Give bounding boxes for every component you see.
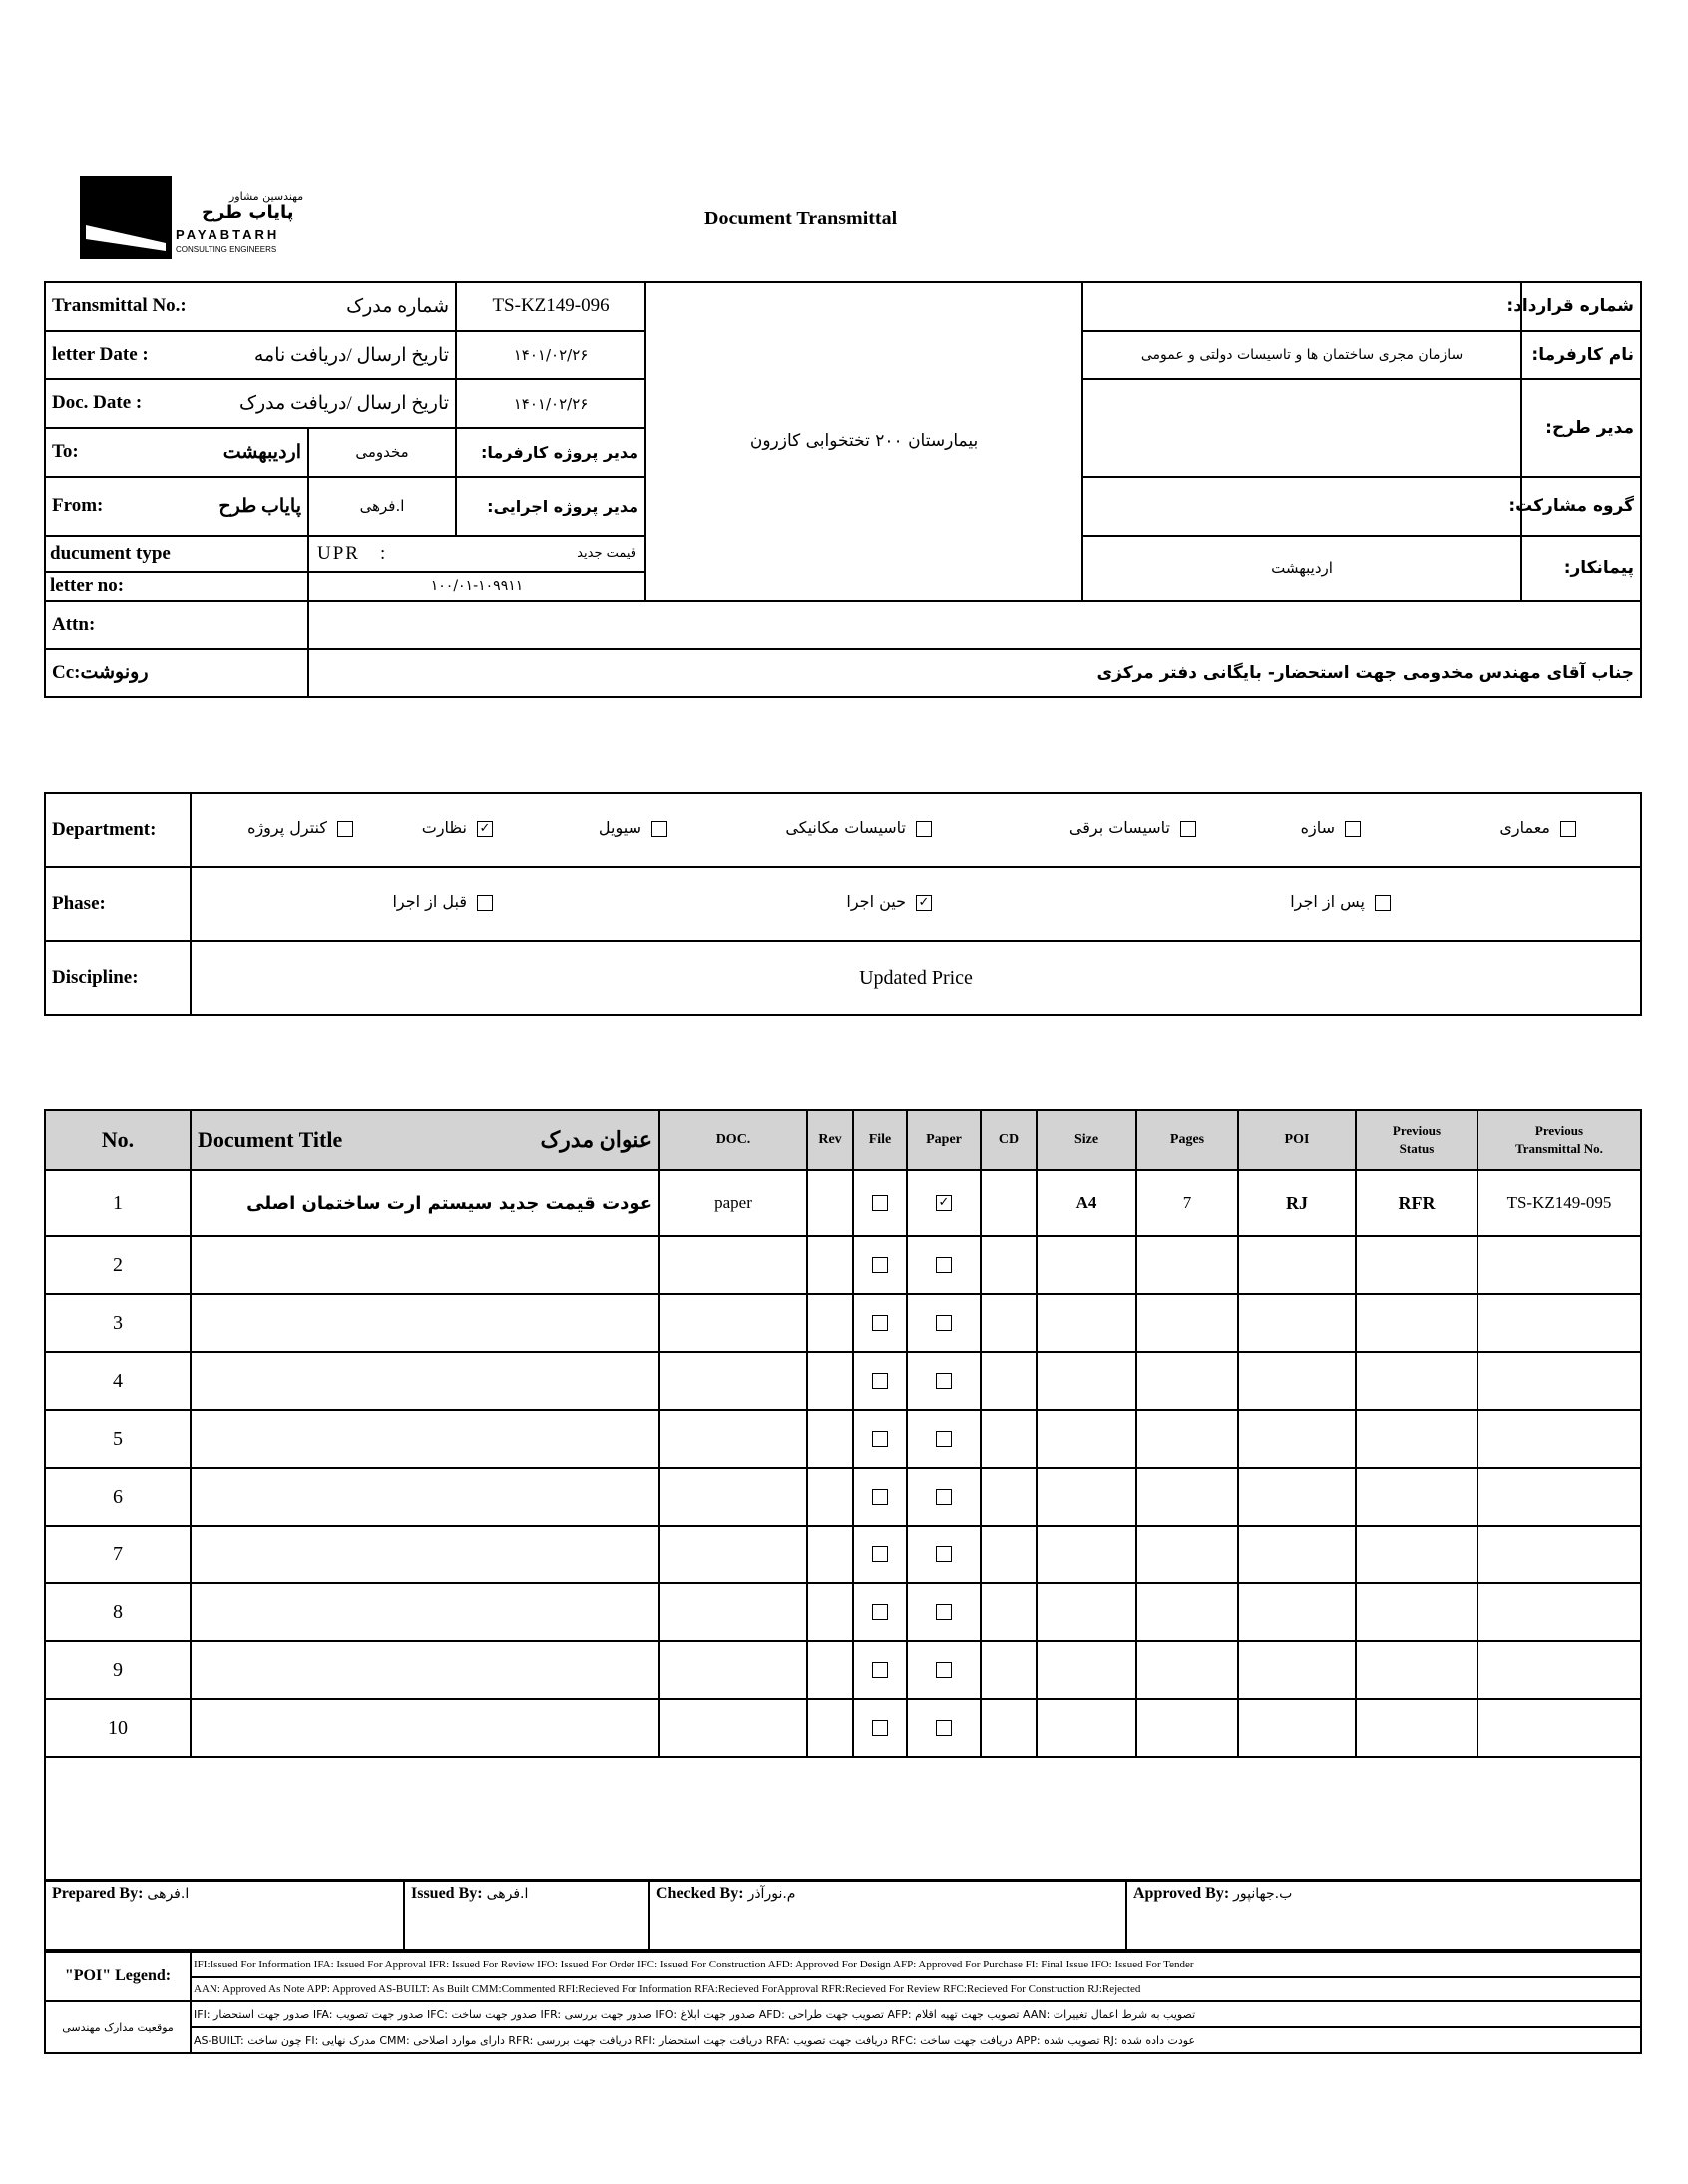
checkbox-icon[interactable] <box>1375 895 1391 911</box>
cell-prev-trans <box>1477 1352 1641 1410</box>
cell-file <box>853 1294 907 1352</box>
prepared-by-label: Prepared By: <box>52 1885 144 1902</box>
cell-cd <box>981 1410 1037 1468</box>
col-header-paper: Paper <box>907 1110 981 1170</box>
letter-date-fa-label: تاریخ ارسال /دریافت نامه <box>253 344 450 366</box>
to-label: To: <box>52 440 79 462</box>
cell-poi <box>1238 1583 1356 1641</box>
cell-no: 5 <box>45 1410 191 1468</box>
cell-prev-status <box>1356 1583 1477 1641</box>
cell-poi <box>1238 1468 1356 1526</box>
to-cell <box>45 428 308 477</box>
table-row <box>45 1468 1641 1526</box>
checkbox-icon[interactable] <box>337 821 353 837</box>
cell-doc <box>659 1641 807 1699</box>
col-header-prev-status-2: Status <box>1399 1141 1435 1156</box>
cell-doc <box>659 1468 807 1526</box>
department-option[interactable] <box>422 818 493 837</box>
cell-poi <box>1238 1352 1356 1410</box>
checked-by-cell <box>649 1880 1126 1950</box>
department-option-label: معماری <box>1499 818 1550 837</box>
logo-company-sub: CONSULTING ENGINEERS <box>176 245 277 254</box>
cell-title <box>191 1641 659 1699</box>
legend-table <box>44 1951 1642 2054</box>
prepared-by-cell <box>45 1880 404 1950</box>
checkbox-icon[interactable] <box>1345 821 1361 837</box>
doc-type-fa: قیمت جدید <box>577 545 637 561</box>
cell-prev-status <box>1356 1236 1477 1294</box>
cell-prev-trans <box>1477 1526 1641 1583</box>
department-option[interactable] <box>1069 818 1196 837</box>
cell-rev <box>807 1468 853 1526</box>
approved-by-value: ب.جهانپور <box>1233 1886 1293 1902</box>
documents-table <box>44 1109 1642 1882</box>
department-option-label: تاسیسات مکانیکی <box>785 818 906 837</box>
cell-no: 4 <box>45 1352 191 1410</box>
department-option-label: نظارت <box>421 818 467 837</box>
cell-cd <box>981 1170 1037 1236</box>
cell-doc <box>659 1236 807 1294</box>
cell-no: 1 <box>45 1170 191 1236</box>
from-value: پایاب طرح <box>218 495 301 517</box>
transmittal-no-cell <box>45 282 456 331</box>
checkbox-icon[interactable]: ✓ <box>916 895 932 911</box>
checkbox-icon[interactable] <box>936 1604 952 1620</box>
checked-by-value: م.نورآذر <box>747 1886 796 1902</box>
col-header-title-fa: عنوان مدرک <box>540 1127 652 1152</box>
partnership-value <box>1082 477 1521 536</box>
legend-line-2: AAN: Approved As Note APP: Approved AS-BUILT: As Built CMM:Commented RFI:Recieved For Information RFA:Recieved ForApproval RFR:Recieved For Review RFC:Recieved For Construction RJ:Rejected <box>191 1977 1641 2001</box>
project-name: بیمارستان ۲۰۰ تختخوابی کازرون <box>645 282 1082 601</box>
cell-prev-status <box>1356 1699 1477 1757</box>
cc-label: Cc:رونوشت <box>45 649 308 697</box>
cell-poi <box>1238 1641 1356 1699</box>
table-row <box>45 1410 1641 1468</box>
cell-prev-status <box>1356 1641 1477 1699</box>
cell-cd <box>981 1468 1037 1526</box>
letter-date-label: letter Date : <box>52 343 149 365</box>
cell-pages <box>1136 1294 1238 1352</box>
to-role-label: مدیر پروژه کارفرما: <box>456 428 645 477</box>
cell-paper <box>907 1410 981 1468</box>
cell-file <box>853 1410 907 1468</box>
design-manager-value <box>1082 379 1521 476</box>
department-option[interactable] <box>599 818 667 837</box>
table-row <box>45 1583 1641 1641</box>
to-value: اردیبهشت <box>222 441 301 463</box>
legend-fa-line-1: IFI: صدور جهت استحضار IFA: صدور جهت تصویب IFC: صدور جهت ساخت IFR: صدور جهت بررسی IFO: صدور جهت ابلاغ AFD: تصویب جهت طراحی AFP: تصویب جهت تهیه اقلام AAN: تصویب به شرط اعمال تغییرات <box>191 2001 1641 2027</box>
table-row <box>45 1641 1641 1699</box>
cell-no: 7 <box>45 1526 191 1583</box>
cell-rev <box>807 1699 853 1757</box>
checkbox-icon[interactable]: ✓ <box>936 1195 952 1211</box>
logo-company-en: PAYABTARH <box>176 227 280 242</box>
phase-option-label: پس از اجرا <box>1290 892 1365 911</box>
cell-prev-status <box>1356 1352 1477 1410</box>
col-header-poi: POI <box>1238 1110 1356 1170</box>
doc-type-colon: : <box>379 542 386 564</box>
legend-label: "POI" Legend: <box>45 1952 191 2001</box>
checkbox-icon[interactable] <box>1180 821 1196 837</box>
cell-size <box>1037 1468 1136 1526</box>
table-row <box>45 1236 1641 1294</box>
cell-file <box>853 1352 907 1410</box>
letter-date-value: ۱۴۰۱/۰۲/۲۶ <box>456 331 645 380</box>
logo-mark-icon <box>80 176 172 259</box>
header-table <box>44 281 1642 698</box>
from-cell <box>45 477 308 536</box>
cell-file <box>853 1641 907 1699</box>
cell-paper <box>907 1526 981 1583</box>
cell-size <box>1037 1641 1136 1699</box>
checkbox-icon[interactable] <box>872 1720 888 1736</box>
attn-value <box>308 601 1641 650</box>
cell-cd <box>981 1641 1037 1699</box>
cell-poi <box>1238 1526 1356 1583</box>
classification-table <box>44 792 1642 1016</box>
cell-poi <box>1238 1294 1356 1352</box>
cell-prev-trans: TS-KZ149-095 <box>1477 1170 1641 1236</box>
cell-title <box>191 1699 659 1757</box>
cell-rev <box>807 1410 853 1468</box>
cell-file <box>853 1699 907 1757</box>
page-title: Document Transmittal <box>704 208 898 229</box>
cell-size <box>1037 1583 1136 1641</box>
cell-title <box>191 1294 659 1352</box>
cell-title <box>191 1526 659 1583</box>
cell-title <box>191 1410 659 1468</box>
cell-pages <box>1136 1410 1238 1468</box>
cell-title <box>191 1583 659 1641</box>
legend-line-1: IFI:Issued For Information IFA: Issued For Approval IFR: Issued For Review IFO: Issued For Order IFC: Issued For Construction AFD: Approved For Design AFP: Approved For Purchase FI: Final Issue IFO: Issued For Tender <box>191 1952 1641 1977</box>
phase-option-label: قبل از اجرا <box>392 892 467 911</box>
cell-no: 3 <box>45 1294 191 1352</box>
letter-no-label: letter no: <box>50 574 125 596</box>
cell-cd <box>981 1699 1037 1757</box>
cell-doc <box>659 1352 807 1410</box>
to-person: مخدومی <box>308 428 456 477</box>
checkbox-icon[interactable] <box>872 1662 888 1678</box>
design-manager-label: مدیر طرح: <box>1521 379 1641 476</box>
cell-paper <box>907 1641 981 1699</box>
checkbox-icon[interactable] <box>477 895 493 911</box>
doc-type-label: ducument type <box>46 537 307 573</box>
checkbox-icon[interactable] <box>936 1315 952 1331</box>
cell-prev-trans <box>1477 1641 1641 1699</box>
cell-no: 2 <box>45 1236 191 1294</box>
col-header-prev-trans <box>1477 1110 1641 1170</box>
transmittal-no-fa-label: شماره مدرک <box>346 295 450 317</box>
cc-value: جناب آقای مهندس مخدومی جهت استحضار- بایگانی دفتر مرکزی <box>308 649 1641 697</box>
company-logo <box>80 176 309 259</box>
col-header-prev-trans-1: Previous <box>1534 1123 1584 1138</box>
table-row <box>45 1294 1641 1352</box>
cell-cd <box>981 1352 1037 1410</box>
checkbox-icon[interactable] <box>936 1662 952 1678</box>
attn-label: Attn: <box>45 601 308 650</box>
cell-rev <box>807 1294 853 1352</box>
checkbox-icon[interactable] <box>651 821 667 837</box>
cell-pages <box>1136 1236 1238 1294</box>
col-header-prev-status-1: Previous <box>1392 1123 1442 1138</box>
cell-cd <box>981 1236 1037 1294</box>
checkbox-icon[interactable] <box>1560 821 1576 837</box>
checkbox-icon[interactable] <box>872 1315 888 1331</box>
cell-file <box>853 1526 907 1583</box>
cell-prev-status <box>1356 1468 1477 1526</box>
col-header-rev: Rev <box>807 1110 853 1170</box>
cell-prev-status: RFR <box>1356 1170 1477 1236</box>
checkbox-icon[interactable] <box>936 1257 952 1273</box>
remarks-area <box>45 1757 1641 1881</box>
cell-doc <box>659 1699 807 1757</box>
checkbox-icon[interactable] <box>936 1489 952 1505</box>
department-option-label: سیویل <box>598 818 641 837</box>
cell-pages <box>1136 1352 1238 1410</box>
cell-rev <box>807 1641 853 1699</box>
issued-by-label: Issued By: <box>411 1885 483 1902</box>
cell-doc <box>659 1410 807 1468</box>
cell-rev <box>807 1170 853 1236</box>
cell-poi <box>1238 1410 1356 1468</box>
letter-date-cell <box>45 331 456 380</box>
checkbox-icon[interactable] <box>936 1720 952 1736</box>
checkbox-icon[interactable] <box>872 1431 888 1447</box>
cell-doc <box>659 1526 807 1583</box>
cell-pages: 7 <box>1136 1170 1238 1236</box>
issued-by-value: ا.فرهی <box>486 1886 529 1902</box>
cell-paper <box>907 1583 981 1641</box>
letter-no-value: ۱۰۰/۰۱-۱۰۹۹۱۱ <box>430 577 524 594</box>
table-row <box>45 1526 1641 1583</box>
checkbox-icon[interactable] <box>936 1373 952 1389</box>
checkbox-icon[interactable] <box>872 1546 888 1562</box>
cell-cd <box>981 1583 1037 1641</box>
department-option[interactable] <box>247 818 353 837</box>
doc-date-fa-label: تاریخ ارسال /دریافت مدرک <box>238 393 450 415</box>
department-label: Department: <box>45 793 191 867</box>
col-header-file: File <box>853 1110 907 1170</box>
transmittal-no-label: Transmittal No.: <box>52 294 187 316</box>
doc-type-letter-labels <box>45 536 308 601</box>
cell-title <box>191 1468 659 1526</box>
doc-type-code: UPR <box>317 542 360 564</box>
contract-no-value <box>1082 282 1521 331</box>
checkbox-icon[interactable]: ✓ <box>477 821 493 837</box>
phase-option-label: حین اجرا <box>846 892 906 911</box>
col-header-size: Size <box>1037 1110 1136 1170</box>
cell-no: 8 <box>45 1583 191 1641</box>
issued-by-cell <box>404 1880 649 1950</box>
checkbox-icon[interactable] <box>872 1604 888 1620</box>
checkbox-icon[interactable] <box>872 1195 888 1211</box>
checkbox-icon[interactable] <box>916 821 932 837</box>
cell-no: 9 <box>45 1641 191 1699</box>
cell-rev <box>807 1583 853 1641</box>
phase-options <box>191 867 1641 941</box>
cell-paper <box>907 1294 981 1352</box>
cell-prev-trans <box>1477 1410 1641 1468</box>
cell-file <box>853 1236 907 1294</box>
cell-pages <box>1136 1468 1238 1526</box>
cell-pages <box>1136 1583 1238 1641</box>
cell-doc <box>659 1583 807 1641</box>
checkbox-icon[interactable] <box>936 1431 952 1447</box>
checkbox-icon[interactable] <box>872 1489 888 1505</box>
cell-pages <box>1136 1526 1238 1583</box>
cell-paper <box>907 1699 981 1757</box>
col-header-title-en: Document Title <box>198 1127 343 1152</box>
cell-cd <box>981 1526 1037 1583</box>
cell-file <box>853 1468 907 1526</box>
cell-file <box>853 1170 907 1236</box>
cell-prev-trans <box>1477 1468 1641 1526</box>
checkbox-icon[interactable] <box>872 1257 888 1273</box>
doc-type-letter-values <box>308 536 645 601</box>
col-header-title <box>191 1110 659 1170</box>
cell-prev-status <box>1356 1294 1477 1352</box>
cell-pages <box>1136 1699 1238 1757</box>
checked-by-label: Checked By: <box>656 1885 744 1902</box>
department-option-label: تاسیسات برقی <box>1068 818 1170 837</box>
cell-title: عودت قیمت جدید سیستم ارت ساختمان اصلی <box>191 1170 659 1236</box>
department-options <box>191 793 1641 867</box>
transmittal-no-value: TS-KZ149-096 <box>456 282 645 331</box>
cell-size <box>1037 1294 1136 1352</box>
table-row <box>45 1170 1641 1236</box>
col-header-doc: DOC. <box>659 1110 807 1170</box>
cell-size: A4 <box>1037 1170 1136 1236</box>
cell-rev <box>807 1236 853 1294</box>
cell-prev-trans <box>1477 1699 1641 1757</box>
checkbox-icon[interactable] <box>872 1373 888 1389</box>
employer-label: نام کارفرما: <box>1521 331 1641 380</box>
cell-size <box>1037 1699 1136 1757</box>
phase-option[interactable] <box>846 892 932 911</box>
approved-by-cell <box>1126 1880 1641 1950</box>
cell-paper <box>907 1468 981 1526</box>
cell-doc <box>659 1294 807 1352</box>
department-option[interactable] <box>785 818 932 837</box>
cell-poi <box>1238 1236 1356 1294</box>
cell-prev-trans <box>1477 1236 1641 1294</box>
contractor-value: اردیبهشت <box>1082 536 1521 601</box>
cell-paper <box>907 1170 981 1236</box>
prepared-by-value: ا.فرهی <box>147 1886 190 1902</box>
cell-size <box>1037 1352 1136 1410</box>
cell-no: 10 <box>45 1699 191 1757</box>
cell-prev-status <box>1356 1410 1477 1468</box>
from-label: From: <box>52 494 104 516</box>
signatures-table <box>44 1879 1642 1951</box>
logo-company-fa-top: مهندسین مشاور <box>229 190 304 203</box>
cell-doc: paper <box>659 1170 807 1236</box>
discipline-label: Discipline: <box>45 941 191 1015</box>
doc-date-value: ۱۴۰۱/۰۲/۲۶ <box>456 379 645 428</box>
discipline-value: Updated Price <box>191 941 1641 1015</box>
employer-value: سازمان مجری ساختمان ها و تاسیسات دولتی و عمومی <box>1082 331 1521 380</box>
cell-size <box>1037 1526 1136 1583</box>
department-option[interactable] <box>1499 818 1576 837</box>
phase-option[interactable] <box>1290 892 1391 911</box>
partnership-label: گروه مشارکت: <box>1521 477 1641 536</box>
cell-rev <box>807 1526 853 1583</box>
cell-no: 6 <box>45 1468 191 1526</box>
col-header-pages: Pages <box>1136 1110 1238 1170</box>
cell-poi <box>1238 1699 1356 1757</box>
col-header-prev-status <box>1356 1110 1477 1170</box>
phase-option[interactable] <box>392 892 493 911</box>
col-header-no: No. <box>45 1110 191 1170</box>
col-header-prev-trans-2: Transmittal No. <box>1515 1141 1603 1156</box>
department-option-label: کنترل پروژه <box>247 818 327 837</box>
table-row <box>45 1699 1641 1757</box>
cell-file <box>853 1583 907 1641</box>
department-option-label: سازه <box>1300 818 1335 837</box>
cell-poi: RJ <box>1238 1170 1356 1236</box>
cell-prev-trans <box>1477 1294 1641 1352</box>
checkbox-icon[interactable] <box>936 1546 952 1562</box>
cell-cd <box>981 1294 1037 1352</box>
cell-size <box>1037 1410 1136 1468</box>
legend-fa-label: موقعیت مدارک مهندسی <box>45 2001 191 2053</box>
approved-by-label: Approved By: <box>1133 1885 1230 1902</box>
cell-paper <box>907 1236 981 1294</box>
department-option[interactable] <box>1301 818 1361 837</box>
contractor-label: پیمانکار: <box>1521 536 1641 601</box>
table-row <box>45 1352 1641 1410</box>
cell-pages <box>1136 1641 1238 1699</box>
cell-prev-status <box>1356 1526 1477 1583</box>
from-person: ا.فرهی <box>308 477 456 536</box>
cell-rev <box>807 1352 853 1410</box>
cell-paper <box>907 1352 981 1410</box>
phase-label: Phase: <box>45 867 191 941</box>
col-header-cd: CD <box>981 1110 1037 1170</box>
logo-company-fa: پایاب طرح <box>202 202 294 222</box>
cell-title <box>191 1352 659 1410</box>
cell-prev-trans <box>1477 1583 1641 1641</box>
doc-date-cell <box>45 379 456 428</box>
contract-no-label: شماره قرارداد: <box>1521 282 1641 331</box>
from-role-label: مدیر پروژه اجرایی: <box>456 477 645 536</box>
legend-fa-line-2: AS-BUILT: چون ساخت FI: مدرک نهایی CMM: دارای موارد اصلاحی RFR: دریافت جهت بررسی RFI: دریافت جهت استحضار RFA: دریافت جهت تصویب RFC: دریافت جهت ساخت APP: تصویب شده RJ: عودت داده شده <box>191 2027 1641 2053</box>
cell-size <box>1037 1236 1136 1294</box>
doc-date-label: Doc. Date : <box>52 392 143 414</box>
cell-title <box>191 1236 659 1294</box>
